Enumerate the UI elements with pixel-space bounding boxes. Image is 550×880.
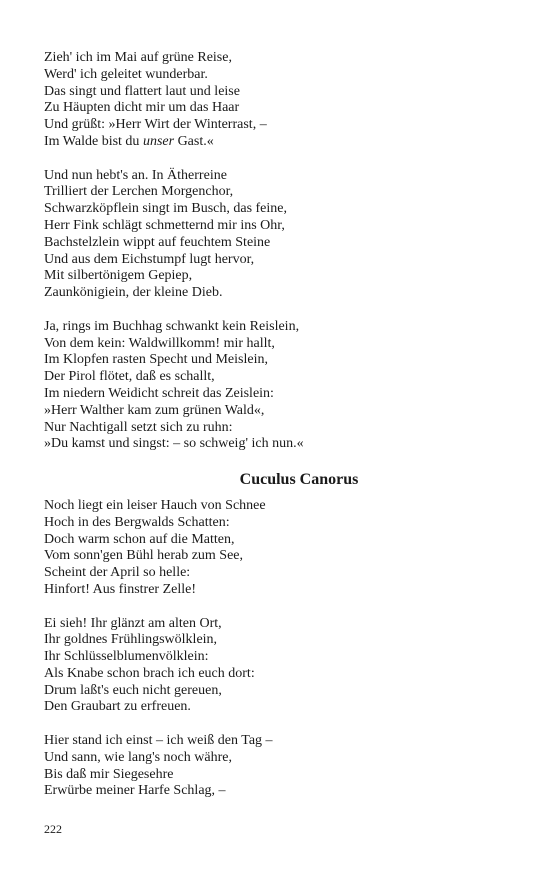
page-number: 222 [44, 822, 62, 836]
verse-line: Herr Fink schlägt schmetternd mir ins Ohr, [44, 217, 285, 233]
stanza [44, 616, 514, 717]
verse-line: Scheint der April so helle: [44, 565, 191, 581]
verse-line: Zu Häupten dicht mir um das Haar [44, 100, 240, 116]
verse-line: »Herr Walther kam zum grünen Wald«, [44, 402, 265, 418]
verse-line: Noch liegt ein leiser Hauch von Schnee [44, 497, 266, 513]
verse-line: Schwarzköpflein singt im Busch, das feine, [44, 201, 288, 217]
verse-line: Bachstelzlein wippt auf feuchtem Steine [44, 234, 271, 250]
verse-line: Der Pirol flötet, daß es schallt, [44, 369, 215, 385]
verse-line: Erwürbe meiner Harfe Schlag, – [44, 783, 226, 799]
verse-line: Vom sonn'gen Bühl herab zum See, [44, 548, 244, 564]
poem-1 [44, 50, 514, 453]
verse-text: Gast.« [174, 133, 214, 149]
verse-line: Hoch in des Bergwalds Schatten: [44, 514, 230, 530]
verse-line: Ei sieh! Ihr glänzt am alten Ort, [44, 615, 222, 631]
verse-line: Werd' ich geleitet wunderbar. [44, 66, 208, 82]
verse-line: Ihr goldnes Frühlingswölklein, [44, 632, 218, 648]
verse-line: Drum laßt's euch nicht gereuen, [44, 682, 222, 698]
stanza [44, 50, 514, 151]
verse-line: Trilliert der Lerchen Morgenchor, [44, 184, 234, 200]
poem-title: Cuculus Canorus [239, 470, 359, 488]
stanza [44, 733, 514, 800]
stanza [44, 498, 514, 599]
verse-line: Den Graubart zu erfreuen. [44, 699, 191, 715]
text-block [44, 50, 514, 817]
verse-line: Das singt und flattert laut und leise [44, 83, 240, 99]
verse-line: Hinfort! Aus finstrer Zelle! [44, 581, 197, 597]
verse-line: Zieh' ich im Mai auf grüne Reise, [44, 50, 232, 65]
stanza [44, 319, 514, 453]
verse-line: Von dem kein: Waldwillkomm! mir hallt, [44, 335, 275, 351]
verse-line: Und aus dem Eichstumpf lugt hervor, [44, 251, 255, 267]
verse-line: Nur Nachtigall setzt sich zu ruhn: [44, 419, 233, 435]
verse-line: Zaunkönigiein, der kleine Dieb. [44, 285, 223, 301]
verse-line: Bis daß mir Siegesehre [44, 766, 174, 782]
verse-line: »Du kamst und singst: – so schweig' ich nun.« [44, 436, 304, 452]
verse-line: Doch warm schon auf die Matten, [44, 531, 235, 547]
poem-2 [44, 498, 514, 800]
emphasized-word: unser [142, 133, 175, 149]
verse-line: Und sann, wie lang's noch währe, [44, 749, 232, 765]
verse-line: Hier stand ich einst – ich weiß den Tag – [44, 733, 273, 749]
verse-line: Ihr Schlüsselblumenvölklein: [44, 649, 209, 665]
verse-line: Und nun hebt's an. In Ätherreine [44, 167, 227, 183]
verse-line: Ja, rings im Buchhag schwankt kein Reislein, [44, 318, 300, 334]
verse-line: Mit silbertönigem Gepiep, [44, 268, 193, 284]
verse-line [44, 134, 514, 151]
verse-line: Und grüßt: »Herr Wirt der Winterrast, – [44, 117, 267, 133]
verse-line: Im Klopfen rasten Specht und Meislein, [44, 352, 268, 368]
verse-line: Als Knabe schon brach ich euch dort: [44, 665, 255, 681]
stanza [44, 168, 514, 302]
verse-line: Im niedern Weidicht schreit das Zeislein: [44, 385, 274, 401]
verse-text: Im Walde bist du [44, 133, 143, 149]
